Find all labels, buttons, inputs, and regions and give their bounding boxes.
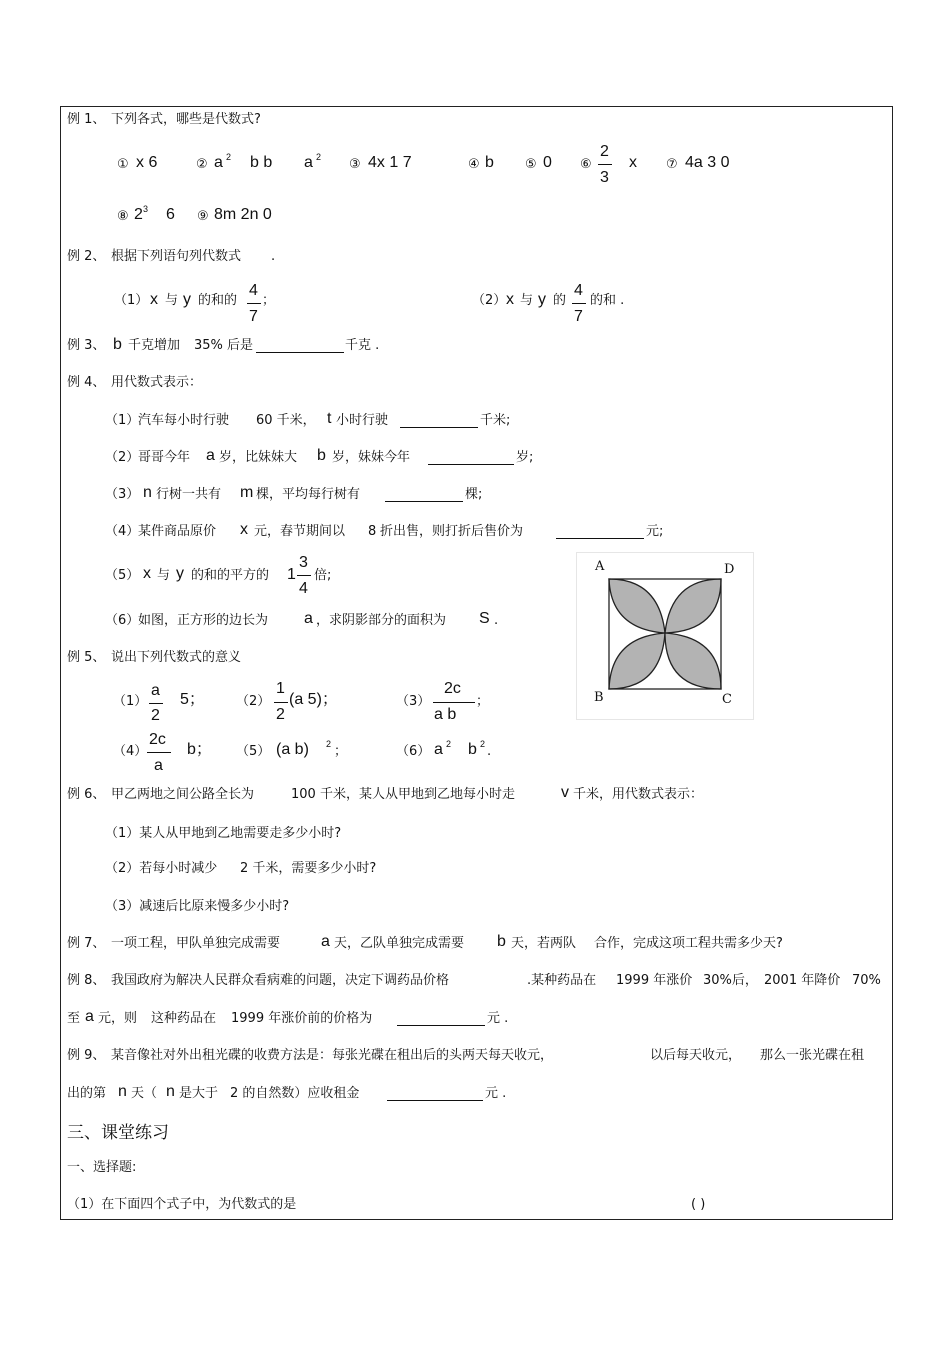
ex5-p6-a: a <box>434 741 443 758</box>
ex5-p3-no: （3） <box>396 694 431 709</box>
ex2-p2-end: 的和 . <box>590 293 625 308</box>
ex2-p2-num: 4 <box>574 282 583 299</box>
ex2-p2-text: 的 <box>553 293 567 308</box>
ex4-p2-t3: 岁，妹妹今年 <box>332 450 411 465</box>
ex6-q2a: （2）若每小时减少 <box>105 861 218 876</box>
ex4-p1-t1: 汽车每小时行驶 <box>138 413 230 428</box>
ex5-p1-num: a <box>151 682 160 699</box>
ex1-item2-a: a <box>214 154 223 171</box>
ex2-label: 例 2、 <box>67 249 106 264</box>
ex5-p5-no: （5） <box>236 744 271 759</box>
ex1-question: 下列各式，哪些是代数式? <box>111 112 261 127</box>
ex5-p3-fraction-bar <box>433 702 475 703</box>
ex5-p6-end: . <box>487 744 492 759</box>
ex4-p4-t1: 某件商品原价 <box>138 524 217 539</box>
ex7-a: a <box>321 933 330 950</box>
ex5-p4-no: （4） <box>113 744 148 759</box>
ex1-item8-mark: ⑧ <box>117 209 129 224</box>
ex5-p3-num: 2c <box>444 680 461 697</box>
ex4-p6-s: S <box>479 610 490 627</box>
ex4-p4-unit: 元; <box>646 524 664 539</box>
ex8-t2: .某种药品在 <box>527 973 597 988</box>
ex2-p2-y: y <box>538 291 546 308</box>
ex5-p2-fraction-bar <box>274 702 288 703</box>
ex1-item2-a2: a <box>304 154 313 171</box>
ex2-p1-no: （1） <box>114 293 149 308</box>
ex4-p3-n: n <box>143 484 152 501</box>
ex5-p6-b: b <box>468 741 477 758</box>
ex4-p5-no: （5） <box>105 568 140 583</box>
ex5-p1-tail: 5； <box>180 691 205 708</box>
ex9-n: n <box>118 1083 127 1100</box>
ex4-p5-den: 4 <box>299 580 308 597</box>
ex4-p5-fraction-bar <box>297 575 311 576</box>
ex7-t4: 合作，完成这项工程共需多少天? <box>594 936 783 951</box>
square-figure <box>576 552 754 720</box>
vertex-c-label: C <box>722 692 732 707</box>
ex7-t3: 天，若两队 <box>511 936 577 951</box>
ex6-q1: （1）某人从甲地到乙地需要走多少小时? <box>105 826 342 841</box>
ex8-l2b: 元，则 <box>98 1011 138 1026</box>
ex3-b: b <box>113 336 122 353</box>
ex4-p3-unit: 棵; <box>465 487 483 502</box>
ex2-p2-x: x <box>506 291 514 308</box>
ex4-p2-a: a <box>206 447 215 464</box>
vertex-b-label: B <box>594 690 604 705</box>
ex6-label: 例 6、 <box>67 787 106 802</box>
ex6-distance: 100 千米，某人从甲地到乙地每小时走 <box>291 787 515 802</box>
ex4-p5-yu: 与 <box>157 568 171 583</box>
ex1-item6-fraction-bar <box>598 164 612 165</box>
ex1-item2-exp1: 2 <box>226 152 232 162</box>
ex7-label: 例 7、 <box>67 936 106 951</box>
ex4-p2-t2: 岁，比妹妹大 <box>219 450 298 465</box>
ex2-p2-no: （2） <box>472 293 507 308</box>
ex1-item7-expr: 4a 3 0 <box>685 154 730 171</box>
ex1-item5-expr: 0 <box>543 154 552 171</box>
ex1-item4-expr: b <box>485 154 494 171</box>
ex1-item6-tail: x <box>629 154 637 171</box>
ex9-answer-blank[interactable] <box>387 1100 483 1101</box>
ex1-item4-mark: ④ <box>468 157 480 172</box>
ex5-p4-num: 2c <box>149 731 166 748</box>
ex1-item5-mark: ⑤ <box>525 157 537 172</box>
ex2-p1-yu: 与 <box>165 293 179 308</box>
ex9-l2b: 天（ <box>131 1086 158 1101</box>
ex8-year3: 1999 年涨价前的价格为 <box>231 1011 373 1026</box>
ex8-l2a: 至 <box>67 1011 81 1026</box>
choice-q1: （1）在下面四个式子中，为代数式的是 <box>67 1197 297 1212</box>
ex9-l2a: 出的第 <box>67 1086 107 1101</box>
ex1-label: 例 1、 <box>67 112 106 127</box>
ex1-item2-exp2: 2 <box>316 152 322 162</box>
ex3-answer-blank[interactable] <box>256 352 344 353</box>
ex1-item8-base: 2 <box>134 206 143 223</box>
ex9-t3: 那么一张光碟在租 <box>760 1048 865 1063</box>
ex5-p3-tail: ； <box>476 694 490 709</box>
ex4-p3-blank[interactable] <box>385 501 463 502</box>
ex5-p3-den: a b <box>434 706 457 723</box>
ex2-p1-y: y <box>183 291 191 308</box>
ex1-item7-mark: ⑦ <box>666 157 678 172</box>
ex5-p6-exp2: 2 <box>480 739 486 749</box>
ex8-answer-blank[interactable] <box>397 1025 485 1026</box>
ex9-unit: 元 . <box>485 1086 507 1101</box>
ex7-t2: 天，乙队单独完成需要 <box>334 936 465 951</box>
ex5-label: 例 5、 <box>67 650 106 665</box>
ex4-p2-b: b <box>317 447 326 464</box>
ex4-p5-num: 3 <box>299 554 308 571</box>
ex4-p5-t2: 倍; <box>314 568 332 583</box>
ex1-item9-expr: 8m 2n 0 <box>214 206 272 223</box>
ex5-p1-fraction-bar <box>149 703 163 704</box>
ex1-item3-expr: 4x 1 7 <box>368 154 412 171</box>
ex6-v: v <box>561 784 569 801</box>
ex1-item6-den: 3 <box>600 169 609 186</box>
ex1-item6-num: 2 <box>600 143 609 160</box>
ex4-p1-t2: 小时行驶 <box>336 413 389 428</box>
ex8-label: 例 8、 <box>67 973 106 988</box>
ex1-item1-mark: ① <box>117 157 129 172</box>
ex1-item6-mark: ⑥ <box>580 157 592 172</box>
ex9-t1: 某音像社对外出租光碟的收费方法是：每张光碟在租出后的头两天每天收元， <box>111 1048 554 1063</box>
ex9-t2: 以后每天收元， <box>650 1048 742 1063</box>
ex5-question: 说出下列代数式的意义 <box>111 650 242 665</box>
ex2-question: 根据下列语句列代数式 <box>111 249 242 264</box>
ex8-pct2: 70% <box>852 973 881 988</box>
ex4-p1-blank[interactable] <box>400 427 478 428</box>
ex2-p2-yu: 与 <box>520 293 534 308</box>
ex2-p1-num: 4 <box>249 282 258 299</box>
ex5-p4-fraction-bar <box>147 752 171 753</box>
ex9-n2: n <box>166 1083 175 1100</box>
ex4-p2-no: （2） <box>105 450 140 465</box>
ex4-p4-t3: 折出售，则打折后售价为 <box>380 524 524 539</box>
ex8-year1: 1999 年涨价 <box>616 973 693 988</box>
ex4-p1-t: t <box>327 410 332 427</box>
ex4-p3-t2: 棵，平均每行树有 <box>256 487 361 502</box>
choice-heading: 一、选择题: <box>67 1160 137 1175</box>
ex2-p1-x: x <box>150 291 158 308</box>
vertex-a-label: A <box>595 559 605 574</box>
ex5-p6-no: （6） <box>396 744 431 759</box>
ex7-b: b <box>497 933 506 950</box>
ex4-p4-rate: 8 <box>368 524 377 539</box>
ex4-p2-blank[interactable] <box>428 464 514 465</box>
ex4-p6-t2: ，求阴影部分的面积为 <box>316 613 447 628</box>
ex5-p5-end: ； <box>334 744 348 759</box>
ex4-p6-t1: 如图，正方形的边长为 <box>138 613 269 628</box>
ex8-a: a <box>85 1008 94 1025</box>
ex6-t2: 千米，用代数式表示： <box>573 787 704 802</box>
ex4-p2-unit: 岁; <box>516 450 534 465</box>
ex2-p2-fraction-bar <box>572 303 586 304</box>
ex5-p4-tail: b； <box>187 741 212 758</box>
ex4-p3-t1: 行树一共有 <box>156 487 222 502</box>
ex4-p6-a: a <box>304 610 313 627</box>
ex5-p2-num: 1 <box>276 680 285 697</box>
ex5-p6-exp1: 2 <box>446 739 452 749</box>
ex4-p5-t1: 的和的平方的 <box>191 568 270 583</box>
ex7-t1: 一项工程，甲队单独完成需要 <box>111 936 281 951</box>
ex4-p6-end: . <box>494 613 499 628</box>
ex8-l2c: 这种药品在 <box>151 1011 217 1026</box>
ex6-q2b: 2 千米，需要多少小时? <box>240 861 377 876</box>
ex8-year2: 2001 年降价 <box>764 973 841 988</box>
ex1-item1-expr: x 6 <box>136 154 158 171</box>
ex5-p1-no: （1） <box>113 694 148 709</box>
ex1-item8-tail: 6 <box>166 206 175 223</box>
choice-q1-answer-parens[interactable]: ( ) <box>691 1197 706 1212</box>
ex4-p2-t1: 哥哥今年 <box>138 450 191 465</box>
ex4-p4-no: （4） <box>105 524 140 539</box>
ex4-p5-whole: 1 <box>287 566 296 583</box>
ex5-p4-den: a <box>154 757 163 774</box>
ex5-p1-den: 2 <box>151 707 160 724</box>
ex4-p4-blank[interactable] <box>556 538 644 539</box>
ex5-p5-exp: 2 <box>326 739 332 749</box>
ex8-pct1: 30%后， <box>703 973 758 988</box>
ex5-p2-no: （2） <box>236 694 271 709</box>
ex9-l2c: 是大于 <box>179 1086 219 1101</box>
ex1-item2-b: b b <box>250 154 273 171</box>
ex1-item9-mark: ⑨ <box>197 209 209 224</box>
ex9-label: 例 9、 <box>67 1048 106 1063</box>
ex5-p2-den: 2 <box>276 706 285 723</box>
ex3-text: 千克增加 <box>128 338 181 353</box>
ex3-pct: 35% <box>194 338 223 353</box>
ex5-p2-tail: (a 5)； <box>289 691 338 708</box>
ex4-p4-x: x <box>240 521 248 538</box>
ex2-dot: . <box>271 249 276 264</box>
ex2-p2-den: 7 <box>574 308 583 325</box>
ex4-p1-unit: 千米; <box>480 413 511 428</box>
ex4-p6-no: （6） <box>105 613 140 628</box>
ex3-label: 例 3、 <box>67 338 106 353</box>
ex2-p1-end: ； <box>262 293 276 308</box>
ex1-item8-exp: 3 <box>143 204 149 214</box>
ex4-p3-m: m <box>240 484 254 501</box>
section-title: 三、课堂练习 <box>67 1123 169 1143</box>
vertex-d-label: D <box>724 562 735 577</box>
ex4-label: 例 4、 <box>67 375 106 390</box>
ex2-p1-den: 7 <box>249 308 258 325</box>
ex1-item2-mark: ② <box>196 157 208 172</box>
ex6-q3: （3）减速后比原来慢多少小时? <box>105 899 290 914</box>
ex8-t1: 我国政府为解决人民群众看病难的问题，决定下调药品价格 <box>111 973 450 988</box>
ex6-t1: 甲乙两地之间公路全长为 <box>111 787 255 802</box>
ex4-question: 用代数式表示： <box>111 375 203 390</box>
ex1-item3-mark: ③ <box>349 157 361 172</box>
ex4-p5-y: y <box>176 565 184 582</box>
ex4-p1-no: （1） <box>105 413 140 428</box>
ex8-unit: 元 . <box>487 1011 509 1026</box>
ex4-p5-x: x <box>143 565 151 582</box>
ex4-p3-no: （3） <box>105 487 140 502</box>
ex4-p4-t2: 元，春节期间以 <box>254 524 346 539</box>
ex2-p1-fraction-bar <box>247 303 261 304</box>
ex9-two: 2 的自然数）应收租金 <box>230 1086 360 1101</box>
ex4-p1-speed: 60 千米， <box>256 413 316 428</box>
ex5-p5-expr: (a b) <box>276 741 309 758</box>
ex2-p1-text: 的和的 <box>198 293 238 308</box>
ex3-text2: 后是 <box>227 338 254 353</box>
ex3-unit: 千克 . <box>345 338 380 353</box>
